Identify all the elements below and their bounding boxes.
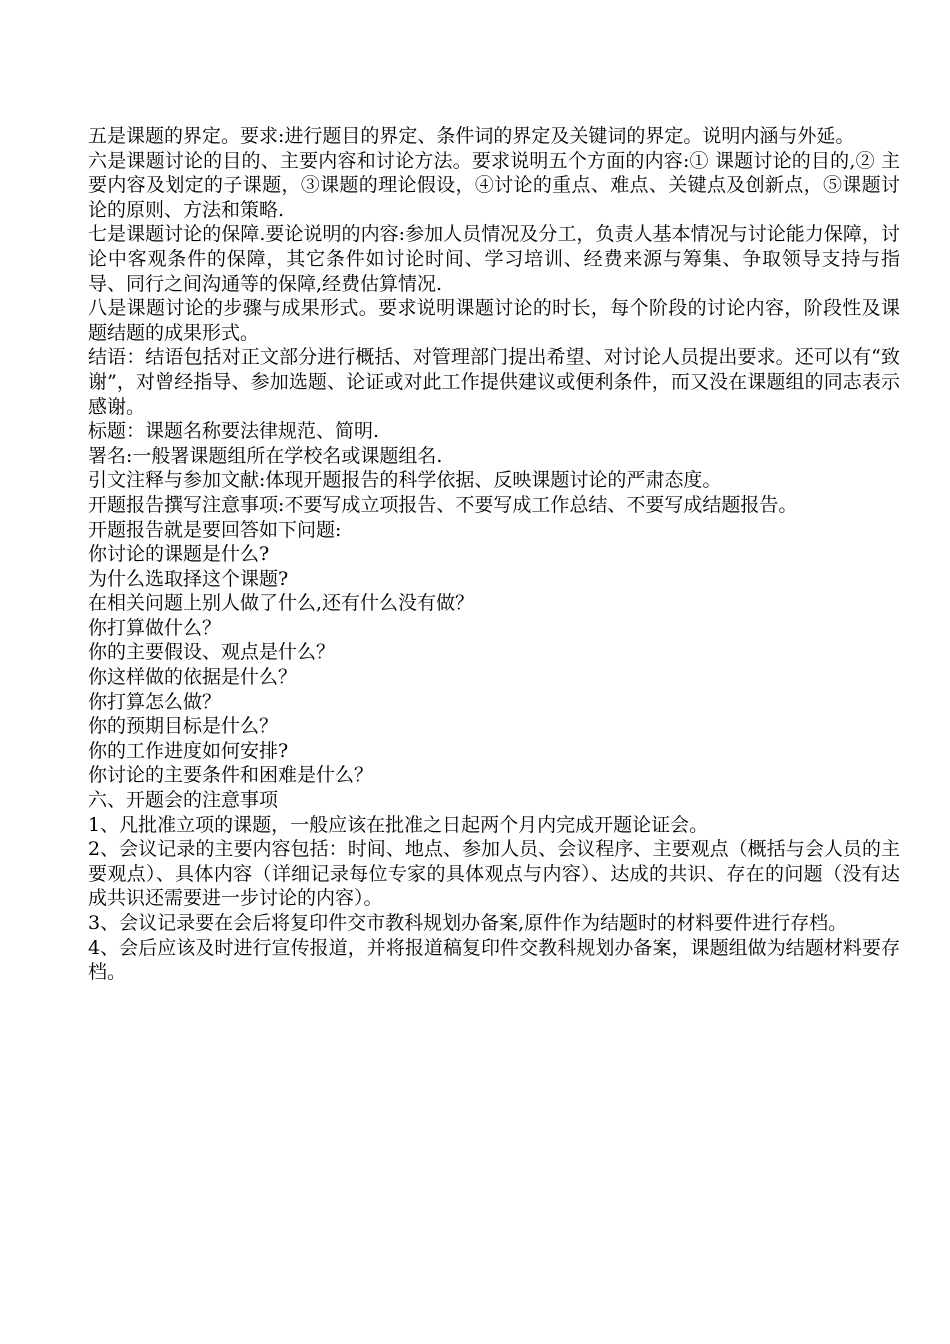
paragraph-references-rule: 引文注释与参加文献:体现开题报告的科学依据、反映课题讨论的严肃态度。 — [88, 469, 722, 492]
paragraph-conclusion: 结语：结语包括对正文部分进行概括、对管理部门提出希望、对讨论人员提出要求。还可以有“致谢”，对曾经指导、参加选题、论证或对此工作提供建议或便利条件，而又没在课题组的同志表示感谢。 — [88, 346, 900, 418]
question-item: 你讨论的课题是什么? — [88, 543, 270, 566]
meeting-note-item: 1、凡批准立项的课题，一般应该在批准之日起两个月内完成开题论证会。 — [88, 813, 709, 836]
paragraph-writing-notes: 开题报告撰写注意事项:不要写成立项报告、不要写成工作总结、不要写成结题报告。 — [88, 493, 798, 516]
question-item: 你的工作进度如何安排? — [88, 739, 289, 762]
paragraph-title-rule: 标题：课题名称要法律规范、简明. — [88, 420, 380, 443]
question-item: 在相关问题上别人做了什么,还有什么没有做？ — [88, 592, 475, 615]
meeting-note-item: 4、会后应该及时进行宣传报道，并将报道稿复印件交教科规划办备案，课题组做为结题材料要存档。 — [88, 936, 900, 984]
paragraph-research-guarantee: 七是课题讨论的保障.要论说明的内容:参加人员情况及分工，负责人基本情况与讨论能力保障，讨论中客观条件的保障，其它条件如讨论时间、学习培训、经费来源与筹集、争取领导支持与指导、同行之间沟通等的保障,经费估算情况. — [88, 223, 900, 295]
question-item: 你的主要假设、观点是什么？ — [88, 641, 336, 664]
paragraph-signature-rule: 署名:一般署课题组所在学校名或课题组名. — [88, 444, 443, 467]
question-item: 你讨论的主要条件和困难是什么？ — [88, 764, 374, 787]
section-heading-meeting-notes: 六、开题会的注意事项 — [88, 789, 279, 812]
question-item: 为什么选取择这个课题? — [88, 567, 289, 590]
paragraph-topic-definition: 五是课题的界定。要求:进行题目的界定、条件词的界定及关键词的界定。说明内涵与外延。 — [88, 125, 855, 147]
paragraph-research-purpose: 六是课题讨论的目的、主要内容和讨论方法。要求说明五个方面的内容:① 课题讨论的目的,② 主要内容及划定的子课题，③课题的理论假设，④讨论的重点、难点、关键点及创新点，⑤课题讨论的原则、方法和策略. — [88, 149, 900, 221]
meeting-note-item: 2、会议记录的主要内容包括：时间、地点、参加人员、会议程序、主要观点（概括与会人员的主要观点）、具体内容（详细记录每位专家的具体观点与内容）、达成的共识、存在的问题（没有达成共识还需要进一步讨论的内容）。 — [88, 838, 900, 910]
meeting-note-item: 3、会议记录要在会后将复印件交市教科规划办备案,原件作为结题时的材料要件进行存档。 — [88, 912, 848, 934]
question-item: 你打算怎么做？ — [88, 690, 222, 713]
paragraph-research-steps: 八是课题讨论的步骤与成果形式。要求说明课题讨论的时长，每个阶段的讨论内容，阶段性及课题结题的成果形式。 — [88, 297, 900, 344]
paragraph-questions-intro: 开题报告就是要回答如下问题: — [88, 518, 342, 541]
question-item: 你这样做的依据是什么？ — [88, 666, 298, 689]
question-item: 你打算做什么？ — [88, 616, 222, 639]
document-body — [88, 124, 900, 985]
question-item: 你的预期目标是什么？ — [88, 715, 279, 738]
